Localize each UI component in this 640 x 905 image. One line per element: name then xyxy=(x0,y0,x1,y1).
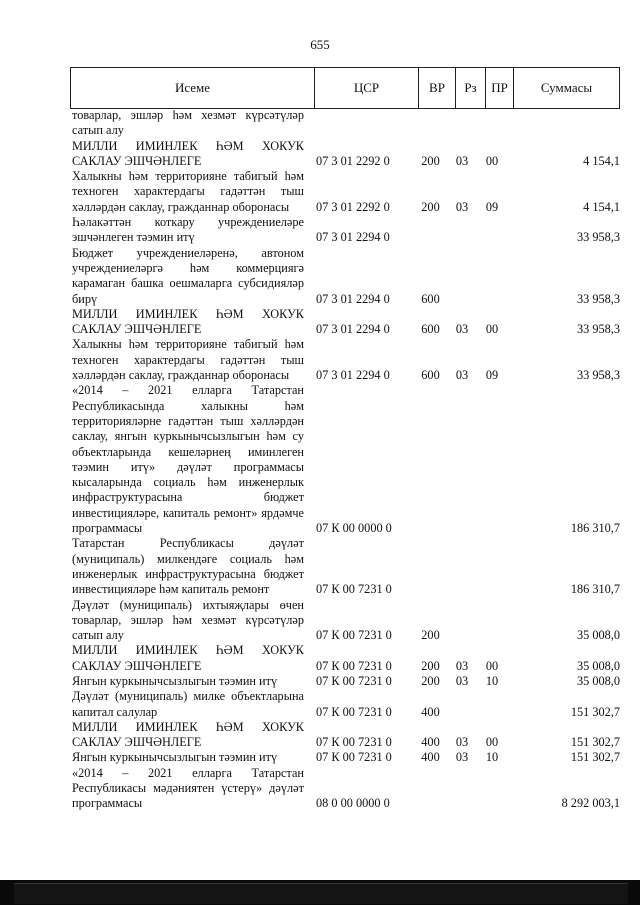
table-body xyxy=(72,108,620,812)
row-vr: 200 xyxy=(421,673,440,688)
row-csr: 07 3 01 2294 0 xyxy=(316,368,390,383)
table-row xyxy=(72,337,620,383)
row-csr: 07 К 00 7231 0 xyxy=(316,704,392,719)
row-name: «2014 – 2021 елларга Татарстан Республикасында халыкны һәм территорияләрне гадәттән тыш хәлләрдән саклау, янгын куркынычсызлыгын һәм су объектларында кешеләрнең иминлеген тәэмин итү» дәүләт программасы кысаларында социаль һәм инженерлык инфраструктурасына бюджет инвестицияләре, капиталь ремонт» ярдәмче программасы xyxy=(72,383,304,536)
table-row xyxy=(72,674,620,689)
header-sum: Суммасы xyxy=(540,80,593,95)
row-pr: 00 xyxy=(485,322,499,337)
row-sum: 33 958,3 xyxy=(576,230,620,245)
header-name: Исеме xyxy=(71,68,315,108)
row-vr: 200 xyxy=(421,628,440,643)
row-name: Һәлакәттән коткару учреждениеләре эшчәнлеген тәэмин итү xyxy=(72,215,304,245)
table-row xyxy=(72,169,620,215)
row-name: МИЛЛИ ИМИНЛЕК ҺӘМ ХОКУК САКЛАУ ЭШЧӘНЛЕГЕ xyxy=(72,643,304,673)
row-sum: 186 310,7 xyxy=(570,582,620,597)
row-name: Янгын куркынычсызлыгын тәэмин итү xyxy=(72,673,278,688)
row-rz: 03 xyxy=(455,750,469,765)
row-csr: 07 3 01 2294 0 xyxy=(316,322,390,337)
row-csr: 07 К 00 7231 0 xyxy=(316,658,392,673)
row-pr: 00 xyxy=(485,658,499,673)
row-pr: 10 xyxy=(485,673,499,688)
table-row xyxy=(72,536,620,597)
row-vr: 200 xyxy=(421,153,440,168)
row-name: Халыкны һәм территорияне табигый һәм техноген характердагы гадәттән тыш хәлләрдән саклау, гражданнар оборонасы xyxy=(72,169,304,214)
row-sum: 33 958,3 xyxy=(576,322,620,337)
row-csr: 07 3 01 2294 0 xyxy=(316,230,390,245)
row-vr: 400 xyxy=(421,704,440,719)
row-name: товарлар, эшләр һәм хезмәт күрсәтүләр сатып алу xyxy=(72,108,304,138)
table-row xyxy=(72,215,620,246)
row-vr: 200 xyxy=(421,199,440,214)
row-sum: 35 008,0 xyxy=(576,673,620,688)
header-vr: ВР xyxy=(419,68,456,108)
row-vr: 600 xyxy=(421,368,440,383)
row-pr: 09 xyxy=(485,199,499,214)
row-csr: 07 К 00 7231 0 xyxy=(316,735,392,750)
row-vr: 400 xyxy=(421,735,440,750)
row-pr: 09 xyxy=(485,368,499,383)
table-row xyxy=(72,643,620,674)
row-csr: 08 0 00 0000 0 xyxy=(316,796,390,811)
row-name: Дәүләт (муниципаль) ихтыяҗлары өчен товарлар, эшләр һәм хезмәт күрсәтүләр сатып алу xyxy=(72,597,304,643)
row-sum: 35 008,0 xyxy=(576,628,620,643)
table-row xyxy=(72,108,620,139)
row-csr: 07 3 01 2294 0 xyxy=(316,291,390,306)
table-header xyxy=(70,67,620,109)
page-number: 655 xyxy=(310,37,330,52)
table-row xyxy=(72,598,620,644)
table-row xyxy=(72,720,620,751)
row-rz: 03 xyxy=(455,199,469,214)
header-rz: Рз xyxy=(456,68,486,108)
row-name: Янгын куркынычсызлыгын тәэмин итү xyxy=(72,750,278,765)
row-csr: 07 К 00 0000 0 xyxy=(316,521,392,536)
row-csr: 07 К 00 7231 0 xyxy=(316,750,392,765)
row-sum: 33 958,3 xyxy=(576,368,620,383)
row-name: МИЛЛИ ИМИНЛЕК ҺӘМ ХОКУК САКЛАУ ЭШЧӘНЛЕГЕ xyxy=(72,719,304,750)
row-sum: 151 302,7 xyxy=(570,704,620,719)
row-pr: 00 xyxy=(485,735,499,750)
table-row xyxy=(72,307,620,338)
row-vr: 400 xyxy=(421,750,440,765)
row-csr: 07 3 01 2292 0 xyxy=(316,153,390,168)
row-sum: 4 154,1 xyxy=(583,199,620,214)
row-rz: 03 xyxy=(455,673,469,688)
row-sum: 151 302,7 xyxy=(570,750,620,765)
row-sum: 151 302,7 xyxy=(570,735,620,750)
row-vr: 200 xyxy=(421,658,440,673)
row-name: Бюджет учреждениеләренә, автоном учреждениеләргә һәм коммерциягә карамаган башка оешмаларга субсидияләр бирү xyxy=(72,245,304,306)
scan-border xyxy=(0,880,640,905)
row-name: «2014 – 2021 елларга Татарстан Республикасы мәдәниятен үстерү» дәүләт программасы xyxy=(72,765,304,811)
row-sum: 33 958,3 xyxy=(576,291,620,306)
row-rz: 03 xyxy=(455,368,469,383)
row-sum: 4 154,1 xyxy=(583,153,620,168)
table-row xyxy=(72,766,620,812)
row-rz: 03 xyxy=(455,153,469,168)
row-name: Халыкны һәм территорияне табигый һәм техноген характердагы гадәттән тыш хәлләрдән саклау, гражданнар оборонасы xyxy=(72,337,304,383)
table-row xyxy=(72,246,620,307)
row-rz: 03 xyxy=(455,735,469,750)
row-csr: 07 К 00 7231 0 xyxy=(316,628,392,643)
table-row xyxy=(72,689,620,720)
row-vr: 600 xyxy=(421,291,440,306)
row-sum: 186 310,7 xyxy=(570,521,620,536)
row-rz: 03 xyxy=(455,658,469,673)
row-csr: 07 3 01 2292 0 xyxy=(316,199,390,214)
row-rz: 03 xyxy=(455,322,469,337)
row-name: Татарстан Республикасы дәүләт (муниципаль) милкендәге социаль һәм инженерлык инфраструктурасына бюджет инвестицияләре һәм капиталь ремонт xyxy=(72,536,304,597)
header-csr: ЦСР xyxy=(315,68,419,108)
table-row xyxy=(72,750,620,765)
row-name: Дәүләт (муниципаль) милке объектларына капитал салулар xyxy=(72,689,304,719)
row-pr: 00 xyxy=(485,153,499,168)
row-sum: 8 292 003,1 xyxy=(561,796,620,811)
row-name: МИЛЛИ ИМИНЛЕК ҺӘМ ХОКУК САКЛАУ ЭШЧӘНЛЕГЕ xyxy=(72,306,304,337)
table-row xyxy=(72,383,620,536)
row-csr: 07 К 00 7231 0 xyxy=(316,582,392,597)
header-pr: ПР xyxy=(486,68,514,108)
row-csr: 07 К 00 7231 0 xyxy=(316,673,392,688)
row-name: МИЛЛИ ИМИНЛЕК ҺӘМ ХОКУК САКЛАУ ЭШЧӘНЛЕГЕ xyxy=(72,138,304,168)
row-pr: 10 xyxy=(485,750,499,765)
table-row xyxy=(72,139,620,170)
row-sum: 35 008,0 xyxy=(576,658,620,673)
row-vr: 600 xyxy=(421,322,440,337)
